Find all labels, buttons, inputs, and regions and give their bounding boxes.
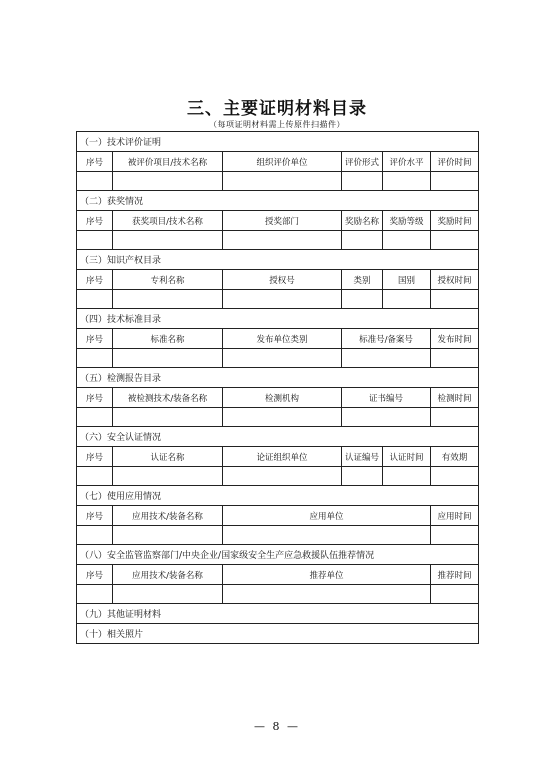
entry-row — [77, 467, 479, 486]
entry-cell — [223, 172, 342, 191]
column-header: 授奖部门 — [223, 211, 342, 231]
entry-cell — [431, 585, 479, 604]
entry-cell — [77, 408, 113, 427]
entry-cell — [113, 408, 223, 427]
column-header: 标准号/备案号 — [342, 329, 431, 349]
entry-cell — [113, 231, 223, 250]
entry-cell — [383, 231, 431, 250]
section-heading: （二）获奖情况 — [77, 191, 479, 211]
entry-cell — [431, 349, 479, 368]
entry-cell — [342, 349, 431, 368]
column-header: 应用技术/装备名称 — [113, 565, 223, 585]
entry-row — [77, 349, 479, 368]
document-title: 三、主要证明材料目录 — [187, 99, 367, 119]
column-header-row — [77, 270, 479, 290]
entry-cell — [342, 231, 383, 250]
column-header: 被评价项目/技术名称 — [113, 152, 223, 172]
column-header: 专利名称 — [113, 270, 223, 290]
column-header: 应用时间 — [431, 506, 479, 526]
column-header: 评价时间 — [431, 152, 479, 172]
section-heading: （七）使用应用情况 — [77, 486, 479, 506]
page-number: — 8 — — [254, 720, 300, 733]
column-header: 授权时间 — [431, 270, 479, 290]
column-header: 发布时间 — [431, 329, 479, 349]
column-header-row — [77, 506, 479, 526]
column-header: 认证时间 — [383, 447, 431, 467]
section-heading: （六）安全认证情况 — [77, 427, 479, 447]
column-header: 标准名称 — [113, 329, 223, 349]
column-header: 奖励等级 — [383, 211, 431, 231]
entry-cell — [77, 290, 113, 309]
column-header: 推荐时间 — [431, 565, 479, 585]
column-header: 序号 — [77, 447, 113, 467]
entry-cell — [431, 526, 479, 545]
section-heading: （十）相关照片 — [77, 624, 479, 644]
column-header: 序号 — [77, 152, 113, 172]
entry-cell — [223, 585, 431, 604]
entry-row — [77, 290, 479, 309]
entry-cell — [113, 526, 223, 545]
section-heading: （三）知识产权目录 — [77, 250, 479, 270]
entry-cell — [223, 290, 342, 309]
entry-row — [77, 585, 479, 604]
entry-cell — [383, 467, 431, 486]
column-header-row — [77, 388, 479, 408]
column-header: 应用单位 — [223, 506, 431, 526]
section-heading-row — [77, 427, 479, 447]
entry-cell — [113, 290, 223, 309]
column-header-row — [77, 211, 479, 231]
entry-cell — [113, 585, 223, 604]
entry-cell — [431, 231, 479, 250]
section-heading: （一）技术评价证明 — [77, 132, 479, 152]
column-header: 应用技术/装备名称 — [113, 506, 223, 526]
column-header: 发布单位类别 — [223, 329, 342, 349]
column-header: 有效期 — [431, 447, 479, 467]
entry-cell — [431, 408, 479, 427]
section-heading-row — [77, 624, 479, 644]
section-heading-row — [77, 604, 479, 624]
column-header: 认证编号 — [342, 447, 383, 467]
column-header: 授权号 — [223, 270, 342, 290]
entry-row — [77, 172, 479, 191]
column-header: 国别 — [383, 270, 431, 290]
entry-cell — [113, 172, 223, 191]
materials-table — [76, 131, 479, 644]
entry-cell — [77, 526, 113, 545]
entry-cell — [77, 467, 113, 486]
section-heading: （四）技术标准目录 — [77, 309, 479, 329]
section-heading: （八）安全监管监察部门/中央企业/国家级安全生产应急救援队伍推荐情况 — [77, 545, 479, 565]
column-header: 评价形式 — [342, 152, 383, 172]
column-header: 序号 — [77, 565, 113, 585]
entry-cell — [223, 526, 431, 545]
column-header-row — [77, 329, 479, 349]
column-header: 论证组织单位 — [223, 447, 342, 467]
materials-table-container — [76, 131, 478, 692]
column-header: 证书编号 — [342, 388, 431, 408]
column-header: 序号 — [77, 211, 113, 231]
section-heading-row — [77, 486, 479, 506]
column-header: 序号 — [77, 388, 113, 408]
entry-cell — [113, 349, 223, 368]
column-header: 奖励时间 — [431, 211, 479, 231]
column-header: 组织评价单位 — [223, 152, 342, 172]
column-header: 评价水平 — [383, 152, 431, 172]
entry-row — [77, 231, 479, 250]
section-heading-row — [77, 545, 479, 565]
section-heading-row — [77, 250, 479, 270]
entry-row — [77, 526, 479, 545]
entry-cell — [77, 231, 113, 250]
section-heading-row — [77, 368, 479, 388]
entry-cell — [223, 349, 342, 368]
entry-cell — [431, 290, 479, 309]
column-header: 类别 — [342, 270, 383, 290]
section-heading: （九）其他证明材料 — [77, 604, 479, 624]
entry-cell — [342, 408, 431, 427]
entry-cell — [383, 172, 431, 191]
entry-cell — [223, 231, 342, 250]
column-header: 奖励名称 — [342, 211, 383, 231]
column-header: 序号 — [77, 329, 113, 349]
column-header: 认证名称 — [113, 447, 223, 467]
column-header-row — [77, 152, 479, 172]
section-heading-row — [77, 309, 479, 329]
column-header: 检测机构 — [223, 388, 342, 408]
entry-cell — [77, 349, 113, 368]
column-header-row — [77, 565, 479, 585]
entry-cell — [431, 467, 479, 486]
entry-cell — [223, 408, 342, 427]
section-heading-row — [77, 132, 479, 152]
document-subtitle: （每项证明材料需上传原件扫描件） — [209, 120, 345, 129]
entry-cell — [113, 467, 223, 486]
entry-cell — [342, 467, 383, 486]
column-header: 获奖项目/技术名称 — [113, 211, 223, 231]
section-heading: （五）检测报告目录 — [77, 368, 479, 388]
entry-cell — [77, 585, 113, 604]
entry-cell — [342, 172, 383, 191]
entry-cell — [431, 172, 479, 191]
section-heading-row — [77, 191, 479, 211]
column-header: 序号 — [77, 270, 113, 290]
column-header: 被检测技术/装备名称 — [113, 388, 223, 408]
entry-cell — [342, 290, 383, 309]
column-header: 推荐单位 — [223, 565, 431, 585]
entry-cell — [223, 467, 342, 486]
column-header-row — [77, 447, 479, 467]
column-header: 检测时间 — [431, 388, 479, 408]
column-header: 序号 — [77, 506, 113, 526]
entry-row — [77, 408, 479, 427]
entry-cell — [383, 290, 431, 309]
entry-cell — [77, 172, 113, 191]
